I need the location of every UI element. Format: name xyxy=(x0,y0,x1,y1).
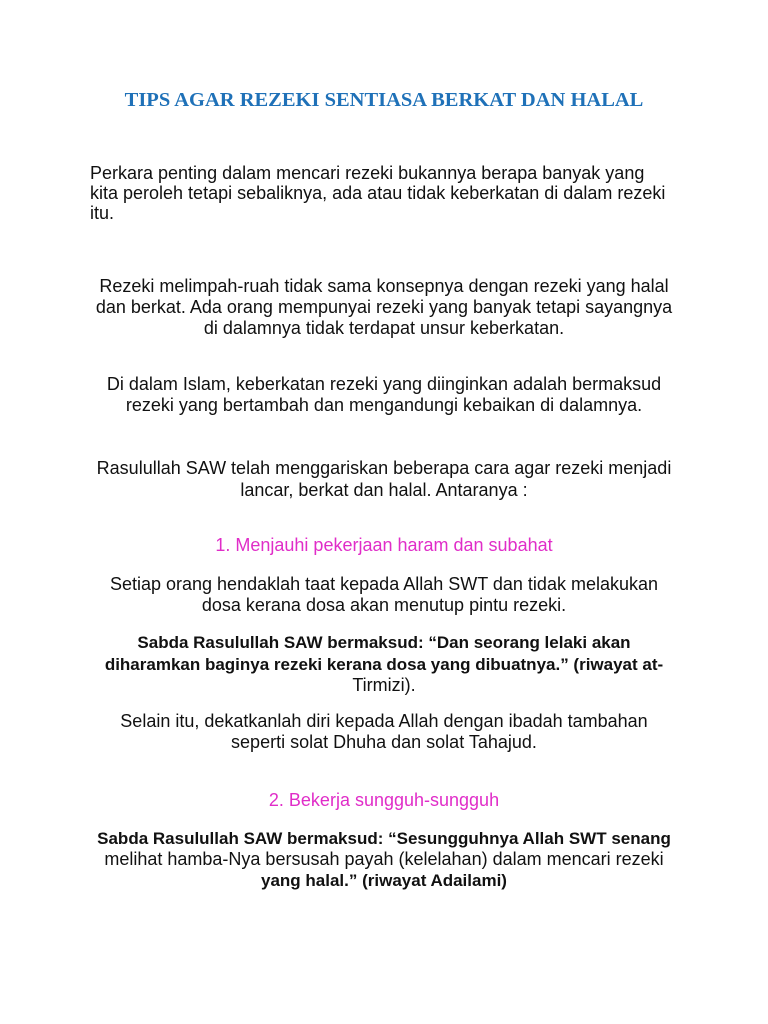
section-1-hadith-quote xyxy=(0,632,768,697)
section-2-hadith-quote xyxy=(0,828,768,891)
document-title: TIPS AGAR REZEKI SENTIASA BERKAT DAN HALAL xyxy=(124,89,644,111)
guidance-line: lancar, berkat dan halal. Antaranya : xyxy=(240,480,528,500)
hadith-line: Sabda Rasulullah SAW bermaksud: “Sesungguhnya Allah SWT senang xyxy=(97,829,671,848)
concept-paragraph xyxy=(0,276,768,339)
hadith-line: Sabda Rasulullah SAW bermaksud: “Dan seorang lelaki akan xyxy=(137,633,631,652)
intro-line: itu. xyxy=(90,203,115,223)
section-1-heading-text: 1. Menjauhi pekerjaan haram dan subahat xyxy=(215,535,553,555)
concept-line: dan berkat. Ada orang mempunyai rezeki yang banyak tetapi sayangnya xyxy=(95,297,673,317)
advice-line: seperti solat Dhuha dan solat Tahajud. xyxy=(231,732,537,752)
intro-paragraph xyxy=(90,163,750,223)
intro-line: kita peroleh tetapi sebaliknya, ada atau tidak keberkatan di dalam rezeki xyxy=(90,183,666,203)
hadith-line: diharamkan baginya rezeki kerana dosa yang dibuatnya.” (riwayat at- xyxy=(104,654,664,674)
section-1-advice-paragraph xyxy=(0,711,768,753)
concept-line: Rezeki melimpah-ruah tidak sama konsepnya dengan rezeki yang halal xyxy=(99,276,669,296)
hadith-line: yang halal.” (riwayat Adailami) xyxy=(261,871,507,890)
guidance-paragraph xyxy=(0,457,768,501)
islam-line: Di dalam Islam, keberkatan rezeki yang diinginkan adalah bermaksud xyxy=(106,374,662,394)
islam-line: rezeki yang bertambah dan mengandungi kebaikan di dalamnya. xyxy=(125,395,643,415)
section-2-heading xyxy=(0,790,768,811)
section-1-paragraph xyxy=(0,574,768,616)
hadith-line: melihat hamba-Nya bersusah payah (kelelahan) dalam mencari rezeki xyxy=(104,849,664,869)
hadith-line: Tirmizi). xyxy=(352,675,416,695)
section-1-heading xyxy=(0,535,768,556)
intro-line: Perkara penting dalam mencari rezeki bukannya berapa banyak yang xyxy=(90,163,645,183)
section-1-line: dosa kerana dosa akan menutup pintu rezeki. xyxy=(201,595,567,615)
advice-line: Selain itu, dekatkanlah diri kepada Allah dengan ibadah tambahan xyxy=(120,711,648,731)
section-1-line: Setiap orang hendaklah taat kepada Allah SWT dan tidak melakukan xyxy=(109,574,659,594)
islam-paragraph xyxy=(0,374,768,416)
concept-line: di dalamnya tidak terdapat unsur keberkatan. xyxy=(203,318,565,338)
guidance-line: Rasulullah SAW telah menggariskan beberapa cara agar rezeki menjadi xyxy=(96,458,672,478)
section-2-heading-text: 2. Bekerja sungguh-sungguh xyxy=(268,790,500,810)
